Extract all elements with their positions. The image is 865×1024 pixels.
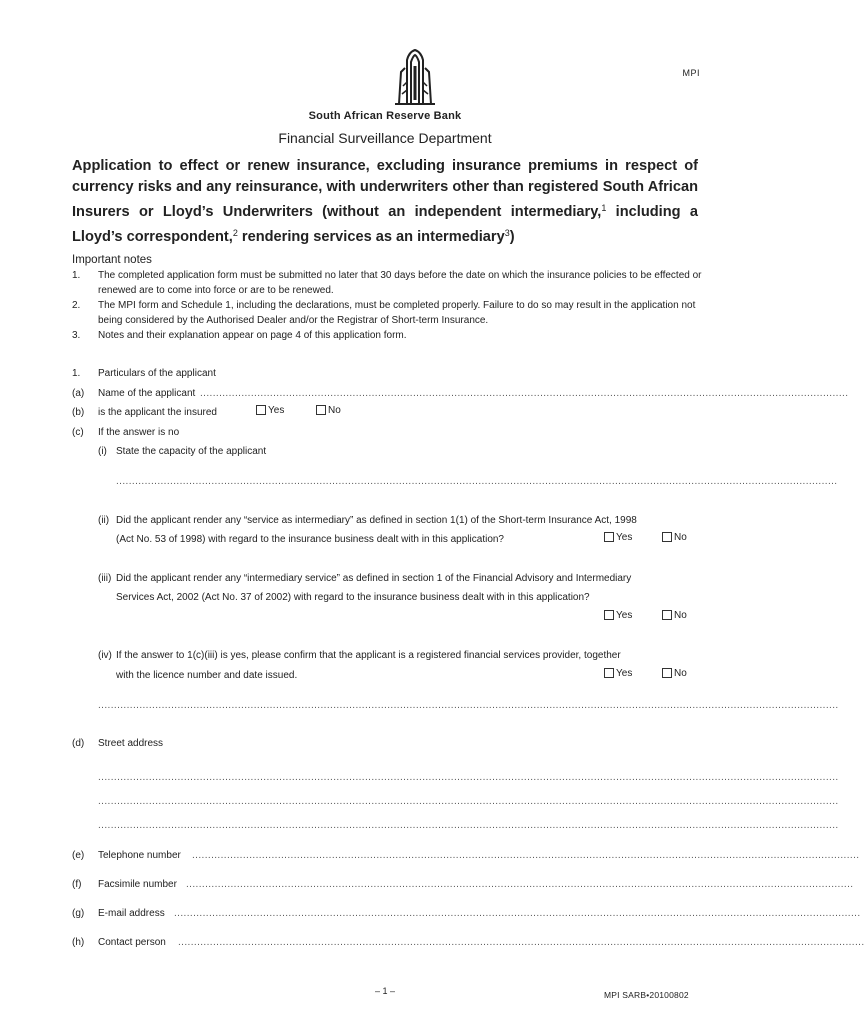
fsp-confirmation-question: If the answer to 1(c)(iii) is yes, please confirm that the applicant is a registered financial services provider, together [116, 650, 621, 661]
subitem-number: (iv) [98, 650, 112, 661]
capacity-label: State the capacity of the applicant [116, 446, 267, 457]
street-address-label: Street address [98, 738, 164, 749]
subitem-number: (ii) [98, 515, 110, 526]
checkbox-icon [662, 532, 672, 542]
checkbox-icon [604, 532, 614, 542]
department-title: Financial Surveillance Department [278, 130, 492, 146]
applicant-name-label: Name of the applicant [98, 388, 196, 399]
item-letter: (c) [72, 427, 84, 438]
email-field[interactable]: ........................................................................................................................................................................................................................ [174, 908, 861, 919]
sarb-logo-icon [385, 46, 445, 106]
intermediary-service-yes-checkbox[interactable]: Yes [604, 610, 632, 621]
fsp-confirmation-question-cont: with the licence number and date issued. [116, 670, 298, 681]
insured-yes-checkbox[interactable]: Yes [256, 405, 284, 416]
checkbox-icon [662, 668, 672, 678]
service-intermediary-yes-checkbox[interactable]: Yes [604, 532, 632, 543]
item-letter: (e) [72, 850, 85, 861]
fsp-licence-field[interactable]: ......................................................................................................................................................................................................................................... [98, 700, 839, 711]
facsimile-field[interactable]: .................................................................................................................................................................................................................. [186, 879, 854, 890]
contact-person-label: Contact person [98, 937, 166, 948]
checkbox-icon [316, 405, 326, 415]
intermediary-service-question: Did the applicant render any “intermediary service” as defined in section 1 of the Financial Advisory and Intermediary [116, 573, 632, 584]
item-letter: (h) [72, 937, 85, 948]
checkbox-icon [604, 610, 614, 620]
item-letter: (f) [72, 879, 82, 890]
checkbox-icon [256, 405, 266, 415]
street-address-line-3[interactable]: ......................................................................................................................................................................................................................................... [98, 820, 839, 831]
capacity-field[interactable]: ................................................................................................................................................................................................................................... [116, 476, 838, 487]
service-intermediary-no-checkbox[interactable]: No [662, 532, 687, 543]
checkbox-icon [662, 610, 672, 620]
sarb-logo [355, 46, 475, 106]
form-code: MPI [682, 68, 700, 78]
intermediary-service-question-cont: Services Act, 2002 (Act No. 37 of 2002) with regard to the insurance business dealt with in this application? [116, 592, 590, 603]
page-number: – 1 – [374, 986, 396, 996]
footer-form-code: MPI SARB•20100802 [604, 990, 689, 1000]
contact-person-field[interactable]: ........................................................................................................................................................................................................................ [178, 937, 865, 948]
item-letter: (g) [72, 908, 85, 919]
applicant-insured-label: is the applicant the insured [98, 407, 217, 418]
form-title: Application to effect or renew insurance, excluding insurance premiums in respect of currency risks and any reinsurance, with underwriters other than registered South African Insurers or Lloyd’s Underwriters (without an independent intermediary,$^1$ including a Lloyd’s correspondent,$^2$ rendering services as an intermediary$^3$) [72, 158, 699, 245]
note-item: 2. The MPI form and Schedule 1, including the declarations, must be completed properly. Failure to do so may result in the application not being considered by the Authorised Dealer and/or the Registrar of Short-term Insurance. [72, 300, 696, 326]
answer-no-label: If the answer is no [98, 427, 180, 438]
item-letter: (d) [72, 738, 85, 749]
item-letter: (b) [72, 407, 85, 418]
fsp-yes-checkbox[interactable]: Yes [604, 668, 632, 679]
telephone-label: Telephone number [98, 850, 181, 861]
email-label: E-mail address [98, 908, 165, 919]
section-heading: Particulars of the applicant [98, 368, 216, 379]
subitem-number: (i) [98, 446, 107, 457]
insured-no-checkbox[interactable]: No [316, 405, 341, 416]
service-intermediary-question: Did the applicant render any “service as intermediary” as defined in section 1(1) of the Short-term Insurance Act, 1998 [116, 515, 637, 526]
subitem-number: (iii) [98, 573, 112, 584]
note-item: 3. Notes and their explanation appear on page 4 of this application form. [72, 330, 407, 341]
fsp-no-checkbox[interactable]: No [662, 668, 687, 679]
service-intermediary-question-cont: (Act No. 53 of 1998) with regard to the insurance business dealt with in this application? [116, 534, 504, 545]
street-address-line-1[interactable]: ......................................................................................................................................................................................................................................... [98, 772, 839, 783]
checkbox-icon [604, 668, 614, 678]
section-number: 1. [72, 368, 81, 379]
item-letter: (a) [72, 388, 85, 399]
intermediary-service-no-checkbox[interactable]: No [662, 610, 687, 621]
note-item: 1. The completed application form must be submitted no later that 30 days before the date on which the insurance policies to be effected or renewed are to come into force or are to be renewed. [72, 270, 702, 296]
street-address-line-2[interactable]: ......................................................................................................................................................................................................................................... [98, 796, 839, 807]
bank-name: South African Reserve Bank [308, 110, 462, 122]
notes-heading: Important notes [72, 254, 152, 266]
applicant-name-field[interactable]: ............................................................................................................................................................................................................ [200, 388, 849, 399]
facsimile-label: Facsimile number [98, 879, 177, 890]
telephone-field[interactable]: .................................................................................................................................................................................................................. [192, 850, 860, 861]
